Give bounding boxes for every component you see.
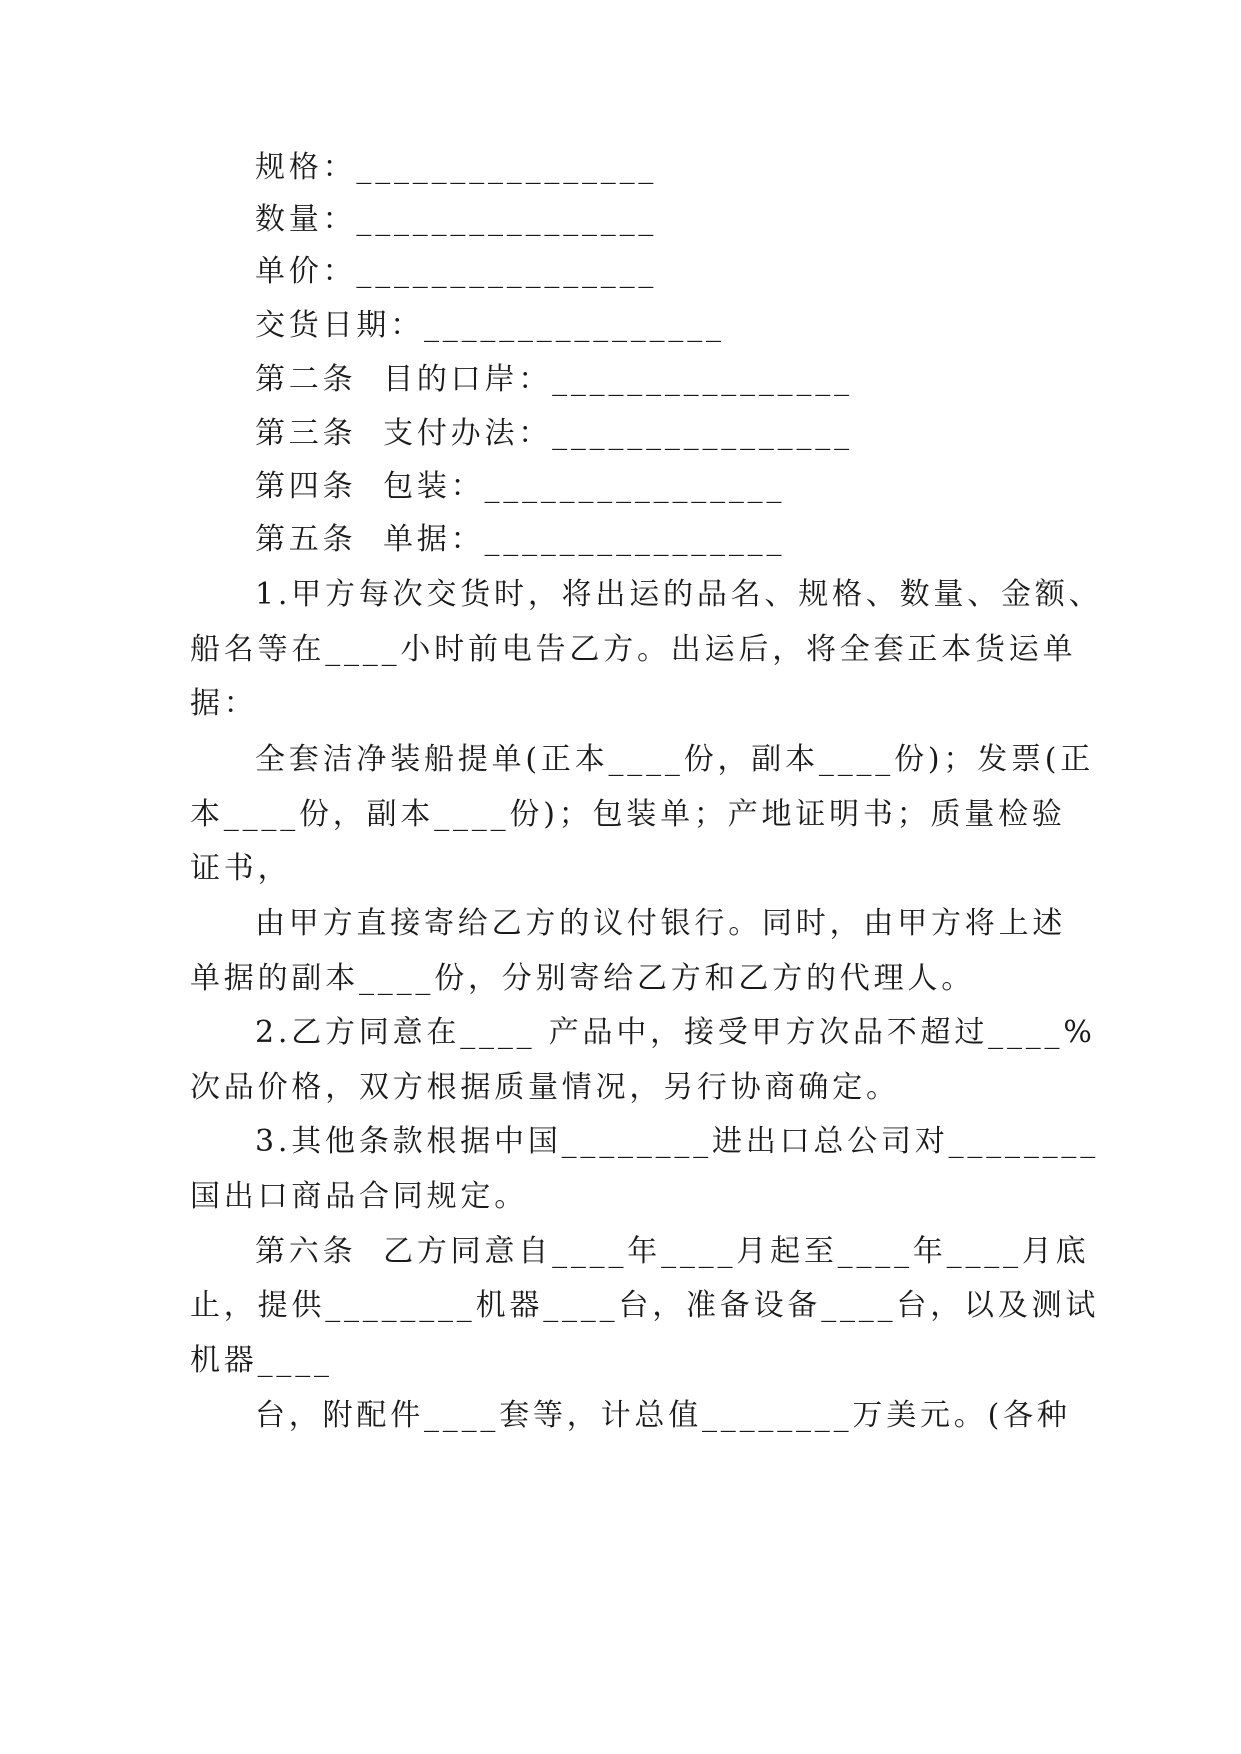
paragraph-line: 次品价格，双方根据质量情况，另行协商确定。 <box>190 1070 900 1105</box>
paragraph-line: 1.甲方每次交货时，将出运的品名、规格、数量、金额、 <box>255 577 1103 612</box>
paragraph-line: 本____份，副本____份)；包装单；产地证明书；质量检验 <box>190 797 1066 832</box>
paragraph-line: 台，附配件____套等，计总值________万美元。(各种 <box>255 1398 1071 1433</box>
paragraph-line: 证书， <box>190 851 292 886</box>
paragraph-line: 单据的副本____份，分别寄给乙方和乙方的代理人。 <box>190 961 975 996</box>
delivery-date-field: 交货日期：________________ <box>255 308 725 343</box>
article-4-packing: 第四条 包装：________________ <box>255 469 786 504</box>
quantity-field: 数量：________________ <box>255 202 658 237</box>
paragraph-line: 3.其他条款根据中国________进出口总公司对________ <box>255 1124 1100 1159</box>
article-3-payment-method: 第三条 支付办法：________________ <box>255 416 853 451</box>
paragraph-line: 据： <box>190 686 258 721</box>
unit-price-field: 单价：________________ <box>255 254 658 289</box>
paragraph-line: 船名等在____小时前电告乙方。出运后，将全套正本货运单 <box>190 632 1077 667</box>
paragraph-line: 国出口商品合同规定。 <box>190 1179 528 1214</box>
article-2-destination-port: 第二条 目的口岸：________________ <box>255 362 853 397</box>
paragraph-line: 第六条 乙方同意自____年____月起至____年____月底 <box>255 1234 1090 1269</box>
paragraph-line: 2.乙方同意在____ 产品中，接受甲方次品不超过____% <box>255 1015 1096 1050</box>
paragraph-line: 机器____ <box>190 1343 333 1378</box>
article-5-documents: 第五条 单据：________________ <box>255 522 786 557</box>
paragraph-line: 全套洁净装船提单(正本____份，副本____份)；发票(正 <box>255 742 1095 777</box>
paragraph-line: 止，提供________机器____台，准备设备____台，以及测试 <box>190 1288 1100 1323</box>
paragraph-line: 由甲方直接寄给乙方的议付银行。同时，由甲方将上述 <box>255 906 1067 941</box>
spec-field: 规格：________________ <box>255 150 658 185</box>
